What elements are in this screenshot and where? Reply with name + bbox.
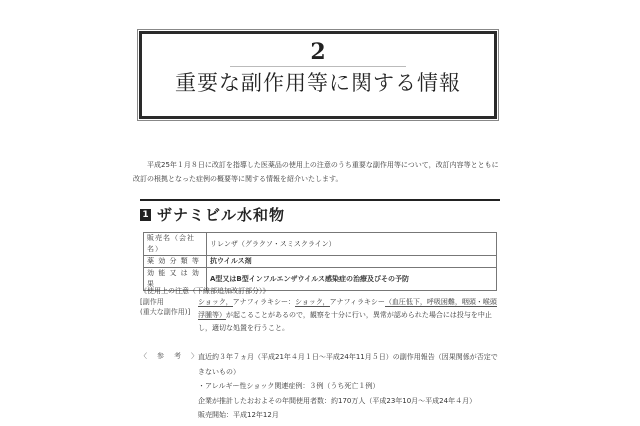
section-heading: [140, 204, 285, 225]
table-label: 薬 効 分 類 等: [144, 256, 207, 268]
chapter-divider: [230, 66, 406, 67]
caution-body: [198, 296, 503, 335]
table-value: A型又はB型インフルエンザウイルス感染症の治療及びその予防: [207, 268, 497, 291]
reference-line: ・アレルギー性ショック関連症例：３例（うち死亡１例）: [198, 382, 380, 390]
intro-paragraph: 平成25年１月８日に改訂を指導した医薬品の使用上の注意のうち重要な副作用等について，改訂内容等とともに改訂の根拠となった症例の概要等に関する情報を紹介いたします。: [133, 161, 499, 183]
table-value: リレンザ（グラクソ・スミスクライン）: [207, 233, 497, 256]
section-title: ザナミビル水和物: [157, 206, 286, 224]
underlined-revision: ショック，: [198, 298, 233, 306]
table-label: 効 能 又 は 効 果: [144, 268, 207, 291]
reference-line: 企業が推計したおおよその年間使用者数：約170万人（平成23年10月〜平成24年４月）: [198, 396, 477, 405]
caution-text: アナフィラキシー：: [232, 298, 295, 306]
reference-body: [198, 350, 508, 423]
chapter-number: 2: [310, 39, 326, 65]
chapter-title: 重要な副作用等に関する情報: [175, 71, 461, 95]
table-value: 抗ウイルス剤: [207, 256, 497, 268]
table-row: [144, 256, 497, 268]
chapter-title-box: [139, 31, 497, 119]
caution-heading: 《使用上の注意（下線部追加改訂部分）》: [140, 287, 270, 295]
underlined-revision: （血圧低下，呼吸困難，咽頭・喉頭浮腫等）: [198, 298, 497, 319]
section-number-badge: 1: [140, 209, 151, 221]
caution-label-line: [副作用: [140, 298, 164, 306]
table-label: 販売名（会社名）: [144, 233, 207, 256]
reference-line: きないもの）: [198, 367, 240, 376]
drug-info-table: [143, 232, 497, 291]
reference-line: 販売開始：平成12年12月: [198, 411, 279, 419]
caution-text: アナフィラキシー: [329, 298, 385, 306]
caution-label: [140, 297, 190, 317]
table-row: [144, 233, 497, 256]
reference-label: 〈参考〉: [140, 352, 208, 360]
caution-text: が起こることがあるので，観察を十分に行い，異常が認められた場合には投与を中止し，適切な処置を行うこと。: [198, 311, 492, 332]
reference-line: 直近約３年７ヵ月（平成21年４月１日〜平成24年11月５日）の副作用報告（因果関係が否定で: [198, 353, 498, 361]
caution-label-line: (重大な副作用)]: [140, 308, 191, 316]
underlined-revision: ショック，: [294, 298, 330, 306]
section-divider: [140, 199, 500, 201]
